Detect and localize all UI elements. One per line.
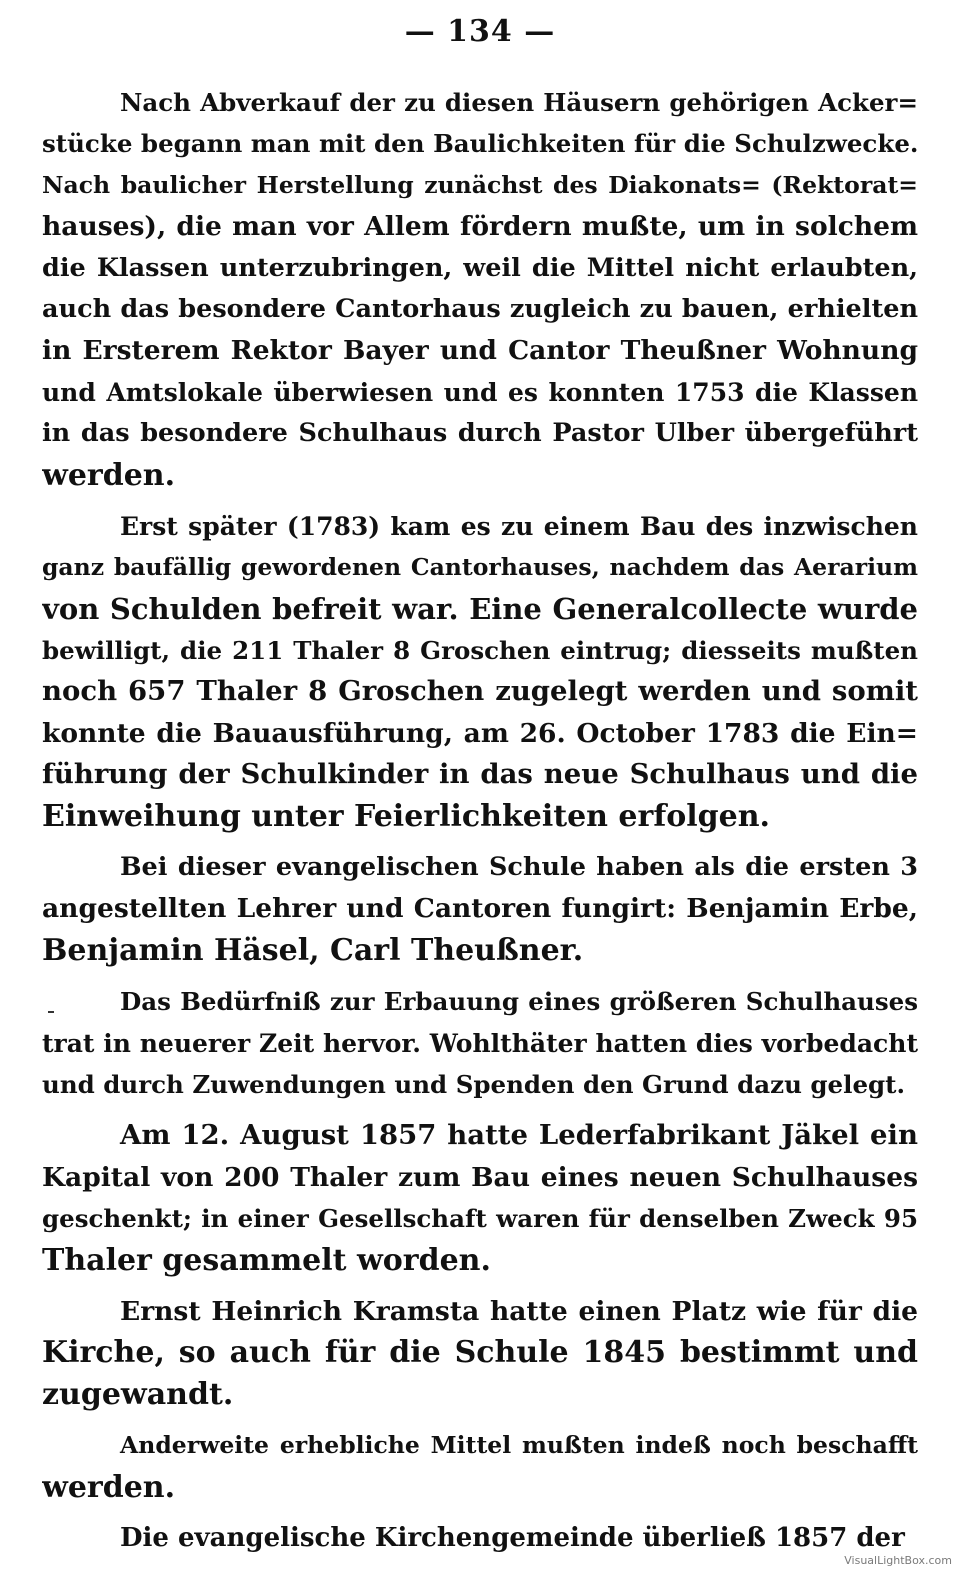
text-line: trat in neuerer Zeit hervor. Wohlthäter hatten dies vorbedacht [42,1028,918,1058]
text-line: Das Bedürfniß zur Erbauung eines größeren Schulhauses [120,987,918,1017]
text-line: Anderweite erhebliche Mittel mußten indeß noch beschafft [120,1431,918,1460]
text-line: noch 657 Thaler 8 Groschen zugelegt werden und somit [42,675,918,708]
text-line: Die evangelische Kirchengemeinde überließ 1857 der [120,1522,905,1553]
text-line: zugewandt. [42,1376,234,1412]
text-line: Am 12. August 1857 hatte Lederfabrikant Jäkel ein [120,1119,918,1152]
paragraph [42,506,918,837]
text-line: angestellten Lehrer und Cantoren fungirt: Benjamin Erbe, [42,893,918,925]
paragraph [42,82,918,496]
text-line: in Ersterem Rektor Bayer und Cantor Theußner Wohnung [42,335,918,367]
text-line: werden. [42,1469,176,1505]
watermark: VisualLightBox.com [844,1554,952,1567]
paragraph [42,847,918,971]
page-number: — 134 — [404,14,556,49]
text-line: von Schulden befreit war. Eine Generalcollecte wurde [42,591,918,626]
text-line: bewilligt, die 211 Thaler 8 Groschen eintrug; diesseits mußten [42,636,918,666]
text-line: Erst später (1783) kam es zu einem Bau des inzwischen [120,511,918,541]
text-line: ganz baufällig gewordenen Cantorhauses, nachdem das Aerarium [42,553,918,582]
text-line: die Klassen unterzubringen, weil die Mittel nicht erlaubten, [42,252,918,283]
text-line: Ernst Heinrich Kramsta hatte einen Platz wie für die [120,1295,918,1327]
paragraph [42,1291,918,1415]
text-line: konnte die Bauausführung, am 26. October 1783 die Ein= [42,717,918,749]
paragraph [42,981,918,1105]
text-line: geschenkt; in einer Gesellschaft waren für denselben Zweck 95 [42,1204,918,1234]
text-line: Nach Abverkauf der zu diesen Häusern gehörigen Acker= [120,88,918,117]
text-line: Kapital von 200 Thaler zum Bau eines neuen Schulhauses [42,1161,918,1193]
text-line: werden. [42,457,176,493]
paragraph [42,1518,918,1559]
text-line: Nach baulicher Herstellung zunächst des Diakonats= (Rektorat= [42,170,918,199]
paragraph [42,1115,918,1281]
text-line: Bei dieser evangelischen Schule haben als die ersten 3 [120,852,918,883]
text-line: stücke begann man mit den Baulichkeiten für die Schulzwecke. [42,129,918,159]
text-line: auch das besondere Cantorhaus zugleich zu bauen, erhielten [42,293,918,324]
text-line: hauses), die man vor Allem fördern mußte, um in solchem [42,211,918,243]
text-line: Kirche, so auch für die Schule 1845 bestimmt und [42,1335,918,1371]
text-line: Benjamin Häsel, Carl Theußner. [42,932,584,968]
paragraph [42,1425,918,1508]
body-text [42,82,918,1569]
text-line: Thaler gesammelt worden. [42,1242,491,1278]
text-line: und Amtslokale überwiesen und es konnten 1753 die Klassen [42,377,918,407]
text-line: Einweihung unter Feierlichkeiten erfolgen. [42,798,770,834]
text-line: in das besondere Schulhaus durch Pastor Ulber übergeführt [42,418,918,449]
scan-speck [48,1011,54,1013]
text-line: führung der Schulkinder in das neue Schulhaus und die [42,758,918,791]
text-line: und durch Zuwendungen und Spenden den Grund dazu gelegt. [42,1069,906,1099]
